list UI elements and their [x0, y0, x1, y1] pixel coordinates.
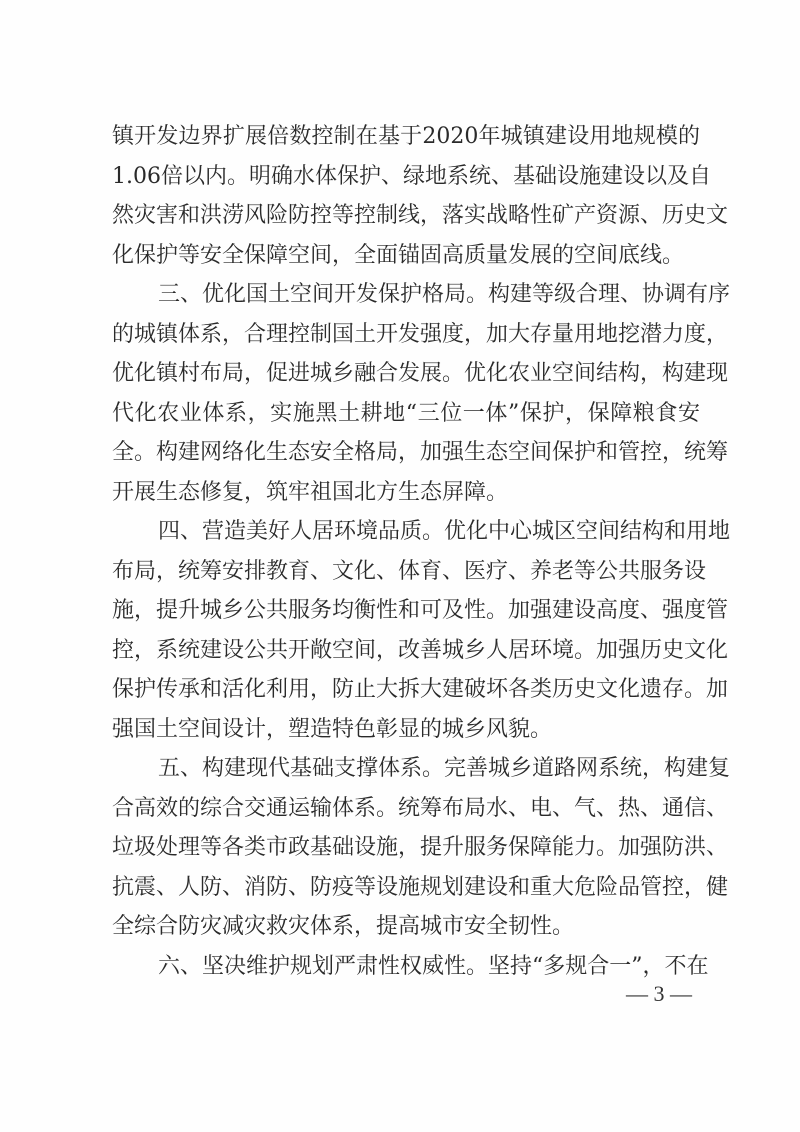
text-line: 强国土空间设计，塑造特色彰显的城乡风貌。	[112, 716, 553, 742]
text-line: 合高效的综合交通运输体系。统筹布局水、电、气、热、通信、	[112, 795, 729, 821]
text-line: 的城镇体系，合理控制国土开发强度，加大存量用地挖潜力度，	[112, 321, 729, 347]
text-line: 布局，统筹安排教育、文化、体育、医疗、养老等公共服务设	[112, 558, 707, 584]
section-heading-line: 六、坚决维护规划严肃性权威性。坚持“多规合一”，不在	[158, 953, 709, 979]
text-line: 抗震、人防、消防、防疫等设施规划建设和重大危险品管控，健	[112, 874, 729, 900]
text-line: 然灾害和洪涝风险防控等控制线，落实战略性矿产资源、历史文	[112, 203, 729, 228]
document-body	[112, 117, 731, 986]
text-line: 保护传承和活化利用，防止大拆大建破坏各类历史文化遗存。加	[112, 677, 729, 702]
page-number: — 3 —	[626, 981, 692, 1006]
text-line: 开展生态修复，筑牢祖国北方生态屏障。	[112, 479, 509, 505]
text-line: 代化农业体系，实施黑土耕地“三位一体”保护，保障粮食安	[112, 400, 700, 426]
section-heading-line: 五、构建现代基础支撑体系。完善城乡道路网系统，构建复	[158, 756, 731, 781]
text-line: 控，系统建设公共开敞空间，改善城乡人居环境。加强历史文化	[112, 637, 729, 663]
text-line: 镇开发边界扩展倍数控制在基于2020年城镇建设用地规模的	[112, 124, 700, 149]
text-line: 全综合防灾减灾救灾体系，提高城市安全韧性。	[112, 914, 575, 939]
text-line: 化保护等安全保障空间，全面锚固高质量发展的空间底线。	[112, 242, 685, 268]
text-line: 1.06倍以内。明确水体保护、绿地系统、基础设施建设以及自	[112, 163, 711, 189]
section-heading-line: 三、优化国土空间开发保护格局。构建等级合理、协调有序	[158, 282, 731, 307]
text-line: 全。构建网络化生态安全格局，加强生态空间保护和管控，统筹	[112, 440, 729, 465]
text-line: 垃圾处理等各类市政基础设施，提升服务保障能力。加强防洪、	[112, 835, 729, 860]
text-line: 施，提升城乡公共服务均衡性和可及性。加强建设高度、强度管	[112, 598, 729, 623]
section-heading-line: 四、营造美好人居环境品质。优化中心城区空间结构和用地	[158, 519, 731, 544]
text-line: 优化镇村布局，促进城乡融合发展。优化农业空间结构，构建现	[112, 361, 729, 386]
